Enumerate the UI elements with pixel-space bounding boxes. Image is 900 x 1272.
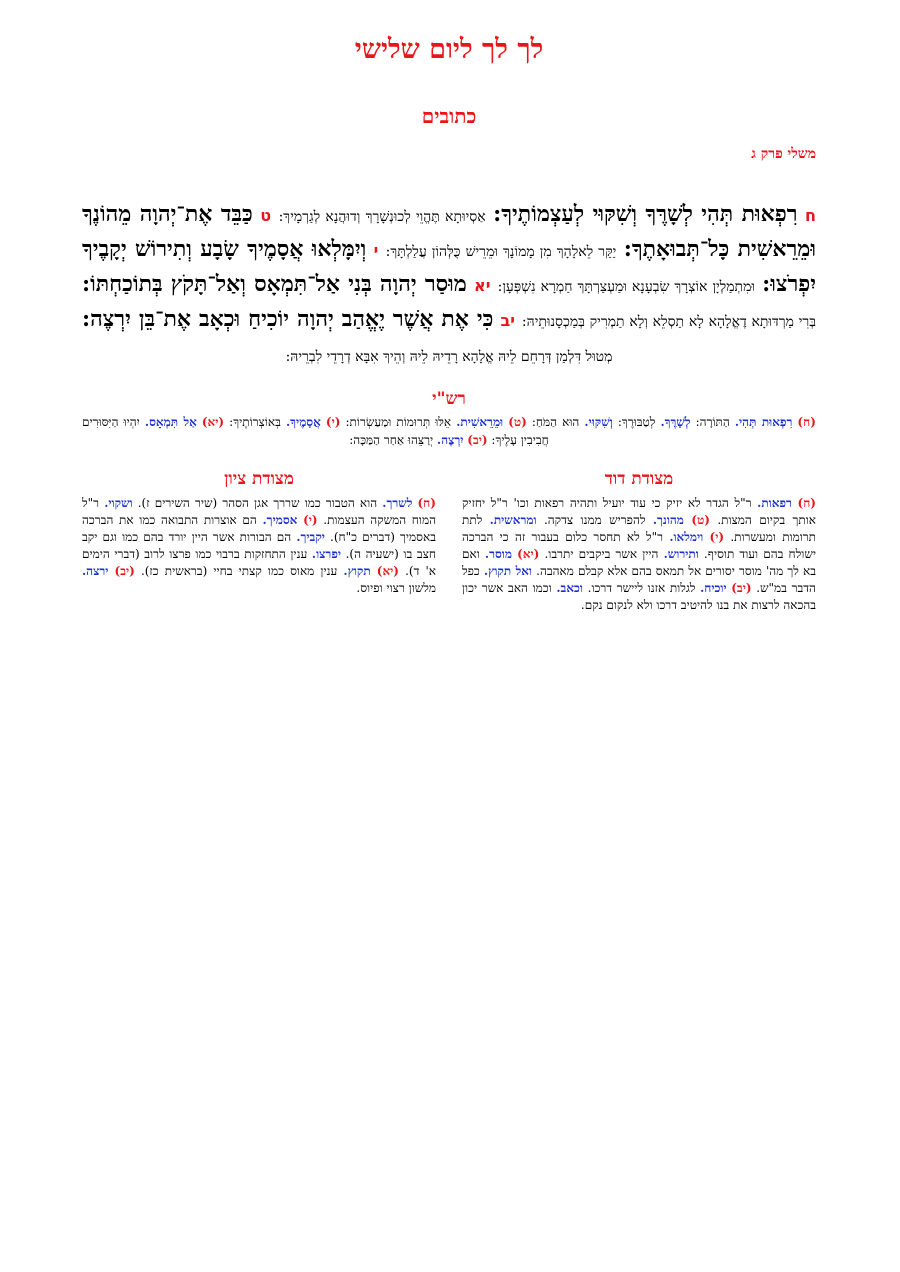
dibur-hamatchil: לְשָׁרֶּךָ. (660, 415, 691, 429)
rashi-commentary (82, 413, 816, 449)
verse-ref: (יב) (467, 433, 488, 447)
commentary-text: הַתּוֹרָה: (695, 415, 730, 429)
commentary-text: הם הבורות אשר היין יורד בהם כמו וגם יקב חצב בו (ישעיה ה). (82, 530, 436, 561)
metzudat-zion-column (82, 469, 436, 614)
metzudat-zion-heading: מצודת ציון (224, 469, 294, 489)
verse-ref: (ט) (691, 513, 710, 527)
verses-block (82, 198, 816, 373)
section-subtitle: כתובים (421, 104, 477, 128)
verse-ref: (י) (325, 415, 341, 429)
dibur-hamatchil: ומראשית. (489, 513, 537, 527)
verse-ref: (יא) (201, 415, 225, 429)
verse-number: ט (260, 206, 272, 225)
commentary-text: ענין מאוס כמו קצתי בחיי (בראשית כז). (140, 564, 338, 578)
commentary-text: להפריש ממנו צדקה. (543, 513, 646, 527)
verse-ref: (יב) (114, 564, 135, 578)
dibur-hamatchil: וּמֵרֵאשִׁית. (456, 415, 504, 429)
commentary-text: לגלות אזנו ליישר דרכו. (587, 581, 696, 595)
verse-ref: (ט) (508, 415, 527, 429)
dibur-hamatchil: אַל תִּמְאָס. (144, 415, 197, 429)
commentary-text: יִהְיוּ הַיִּסּוּרִים חֲבִיבִין עָלֶיךָ: (82, 415, 549, 447)
dibur-hamatchil: יִרְצֶה. (437, 433, 464, 447)
verse-hebrew: וְיִמָּלְאוּ אֲסָמֶיךָ שָׂבָע וְתִירוֹשׁ יְקָבֶיךָ יִפְרֹצוּ: (82, 236, 816, 297)
dibur-hamatchil: ירצה. (82, 564, 109, 578)
commentary-text: היין אשר ביקבים יתרבו. (544, 547, 659, 561)
commentary-text: כפל הדבר במ"ש. (462, 564, 816, 595)
commentary-text: מלשון רצוי ופיוס. (356, 581, 436, 595)
verse-targum: יַקַּר לֵאלָהָךְ מִן מָמוֹנָךְ וּמֵרֵישׁ כֻּלְּהוֹן עֲלַלְתָּךְ: (385, 244, 617, 260)
page-title: לך לך ליום שלישי (354, 34, 544, 65)
verse-ref: (יא) (376, 564, 399, 578)
commentary-text: לתת תרומות ומעשרות. (462, 513, 816, 544)
dibur-hamatchil: אֲסָמֶיךָ. (285, 415, 321, 429)
dibur-hamatchil: יקביך. (296, 530, 325, 544)
verse-targum: אַסְיוּתָא תֶּהֱוֵי לְכוּנְשָׁרָךְ וְדוּהֲנָא לְגַרְמָיךְ: (278, 209, 486, 225)
chapter-label: משלי פרק ג (751, 146, 816, 162)
verse-hebrew: מוּסַר יְהוָה בְּנִי אַל־תִּמְאָס וְאַל־תָּקֹץ בְּתוֹכַחְתּוֹ: (82, 271, 467, 297)
commentary-columns (82, 469, 816, 614)
dibur-hamatchil: ושקוי. (104, 496, 133, 510)
verse-hebrew: כִּי אֶת אֲשֶׁר יֶאֱהַב יְהוָה יוֹכִיחַ וּכְאָב אֶת־בֵּן יִרְצֶה: (82, 306, 494, 332)
commentary-text: ואם בא לך מה' מוסר יסורים אל תמאס בהם אלא קבלם מאהבה. (462, 547, 816, 578)
verse-ref: (ח) (797, 415, 816, 429)
dibur-hamatchil: ואל תקוץ. (483, 564, 532, 578)
dibur-hamatchil: רִפְאוּת תְּהִי. (734, 415, 793, 429)
verse-ref: (יא) (517, 547, 540, 561)
verse-ref: (י) (709, 530, 725, 544)
commentary-text: ר"ל לא תחסר כלום בעבור זה כי הברכה ישולח בהם ועוד תוסיף. (462, 530, 816, 561)
commentary-text: הוּא הַמֹּחַ: (531, 415, 580, 429)
verse-ref: (ח) (797, 496, 816, 510)
verse-hebrew: רִפְאוּת תְּהִי לְשָׁרֶּךָ וְשִׁקּוּי לְעַצְמוֹתֶיךָ: (493, 201, 798, 227)
verse-targum: מְטוּל דִּלְמַן דְּרָחֵם לֵיהּ אֱלָהָא רָדֵיהּ לֵיהּ וְהֵיךְ אִבָּא דְרָדֵי לִבְרֵיהּ: (285, 349, 613, 365)
commentary-text: בְּאוֹצְרוֹתֶיךָ: (229, 415, 281, 429)
verse-targum: בְּרִי מַרְדּוּתָא דֶאֱלָהָא לָא תַסְלֵא וְלָא תַמְרִיק בְּמַכְסָנוּתֵיהּ: (521, 314, 816, 330)
verse-ref: (י) (303, 513, 318, 527)
dibur-hamatchil: וכאב. (556, 581, 583, 595)
dibur-hamatchil: יפרצו. (311, 547, 341, 561)
verse-hebrew: כַּבֵּד אֶת־יְהוָה מֵהוֹנֶךָ וּמֵרֵאשִׁית כָּל־תְּבוּאָתֶךָ: (82, 201, 816, 262)
verse-ref: (יב) (731, 581, 752, 595)
verse-number: ח (805, 206, 817, 225)
commentary-text: יְרַצֵּהוּ אַחַר הַמַּכָּה: (349, 433, 434, 447)
verse-number: י (373, 241, 379, 260)
commentary-text: וכמו האב אשר יכון בהכאה לרצות את בנו להיטיב דרכו ולא לנקום נקם. (462, 581, 816, 612)
verse-number: יב (500, 311, 515, 330)
dibur-hamatchil: ותירוש. (663, 547, 699, 561)
rashi-heading: רש"י (432, 389, 466, 409)
metzudat-zion-body (82, 495, 436, 597)
commentary-text: ר"ל הגדר לא יזיק כי עוד יועיל ותהיה רפאות וכו' ר"ל יחזיק אותך בקיום המצות. (462, 496, 816, 527)
dibur-hamatchil: אסמיך. (262, 513, 298, 527)
dibur-hamatchil: וְשִׁקּוּי. (584, 415, 613, 429)
metzudat-david-column (462, 469, 816, 614)
dibur-hamatchil: מהונך. (652, 513, 684, 527)
dibur-hamatchil: יוכיח. (700, 581, 727, 595)
verse-ref: (ח) (417, 496, 436, 510)
commentary-text: לְטַבּוּרֶךָ: (617, 415, 656, 429)
page (82, 0, 816, 614)
commentary-text: ר"ל המוח המשקה העצמות. (82, 496, 436, 527)
verse-targum: וּמִתְמַלְיָן אוֹצְרָךְ שִׂבְעָנָא וּמַעְצַרְתָּךְ חַמְרָא נִשְׁפְּעָן: (497, 279, 755, 295)
dibur-hamatchil: מוסר. (484, 547, 512, 561)
commentary-text: הם אוצרות התבואה כמו את הברכה באסמיך (דברים כ"ח). (82, 513, 436, 544)
metzudat-david-heading: מצודת דוד (604, 469, 674, 489)
commentary-text: ענין התחזקות ברבוי כמו פרצו לרוב (דברי הימים א' ד). (82, 547, 436, 578)
dibur-hamatchil: וימלאו. (669, 530, 704, 544)
metzudat-david-body (462, 495, 816, 614)
verse-number: יא (474, 276, 491, 295)
dibur-hamatchil: לשרך. (382, 496, 413, 510)
dibur-hamatchil: רפאות. (757, 496, 792, 510)
commentary-text: הוא הטבור כמו שררך אגן הסהר (שיר השירים ז). (137, 496, 378, 510)
dibur-hamatchil: תקוץ. (343, 564, 371, 578)
commentary-text: אֵלּוּ תְּרוּמוֹת וּמַעַשְׂרוֹת: (345, 415, 452, 429)
